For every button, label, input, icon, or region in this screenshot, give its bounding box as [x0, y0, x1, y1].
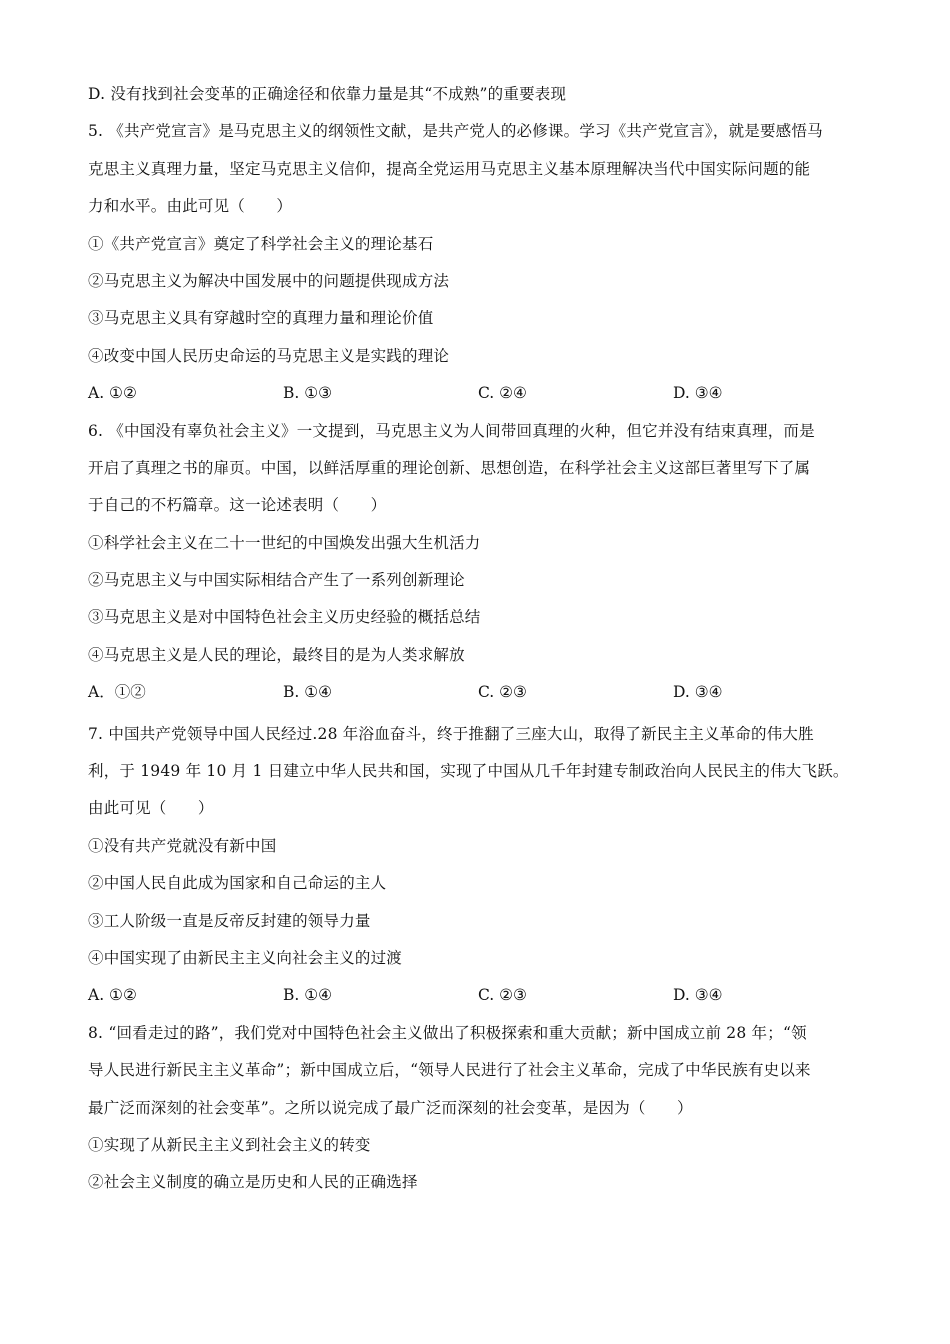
q6-statement-2: ②马克思主义与中国实际相结合产生了一系列创新理论: [88, 571, 465, 590]
question-7: [88, 716, 878, 1015]
q5-option-c: C. ②④: [478, 384, 527, 403]
q7-option-a: A. ①②: [88, 986, 137, 1005]
q7-option-c: C. ②③: [478, 986, 527, 1005]
q6-statement-1: ①科学社会主义在二十一世纪的中国焕发出强大生机活力: [88, 533, 481, 552]
q5-option-a: A. ①②: [88, 384, 137, 403]
q6-option-d: D. ③④: [673, 683, 723, 702]
q7-statement-3: ③工人阶级一直是反帝反封建的领导力量: [88, 911, 371, 930]
q7-statement-4: ④中国实现了由新民主主义向社会主义的过渡: [88, 948, 403, 967]
q7-option-d: D. ③④: [673, 986, 723, 1005]
q8-stem-line-2: 导人民进行新民主主义革命”；新中国成立后，“领导人民进行了社会主义革命，完成了中华民族有史以来: [88, 1061, 811, 1080]
question-5: [88, 113, 878, 412]
q5-statement-3: ③马克思主义具有穿越时空的真理力量和理论价值: [88, 309, 434, 328]
q5-option-b: B. ①③: [283, 384, 333, 403]
q5-stem-line-1: 5. 《共产党宣言》是马克思主义的纲领性文献，是共产党人的必修课。学习《共产党宣言》，就是要感悟马: [88, 122, 823, 141]
q5-statement-4: ④改变中国人民历史命运的马克思主义是实践的理论: [88, 346, 450, 365]
question-6: [88, 413, 878, 712]
q6-option-b: B. ①④: [283, 683, 333, 702]
q5-statement-2: ②马克思主义为解决中国发展中的问题提供现成方法: [88, 271, 450, 290]
q8-statement-2: ②社会主义制度的确立是历史和人民的正确选择: [88, 1173, 418, 1192]
q8-stem-line-3: 最广泛而深刻的社会变革”。之所以说完成了最广泛而深刻的社会变革，是因为（ ）: [88, 1098, 693, 1117]
q7-option-b: B. ①④: [283, 986, 333, 1005]
exam-page: [88, 76, 878, 1202]
q5-option-d: D. ③④: [673, 384, 723, 403]
q7-stem-line-2: 利，于 1949 年 10 月 1 日建立中华人民共和国，实现了中国从几千年封建专制政治向人民民主的伟大飞跃。: [88, 762, 849, 781]
q6-option-a: A．①②: [88, 683, 146, 702]
q6-stem-line-2: 开启了真理之书的扉页。中国，以鲜活厚重的理论创新、思想创造，在科学社会主义这部巨著里写下了属: [88, 458, 811, 477]
q6-stem-line-1: 6. 《中国没有辜负社会主义》一文提到，马克思主义为人间带回真理的火种，但它并没有结束真理，而是: [88, 421, 815, 440]
q7-stem-line-3: 由此可见（ ）: [88, 799, 214, 818]
q6-stem-line-3: 于自己的不朽篇章。这一论述表明（ ）: [88, 496, 387, 515]
q5-options: [88, 375, 878, 412]
question-8: [88, 1015, 878, 1202]
q6-option-c: C. ②③: [478, 683, 527, 702]
q7-statement-2: ②中国人民自此成为国家和自己命运的主人: [88, 874, 387, 893]
q6-statement-4: ④马克思主义是人民的理论，最终目的是为人类求解放: [88, 645, 465, 664]
q7-statement-1: ①没有共产党就没有新中国: [88, 836, 277, 855]
q4-option-d: D. 没有找到社会变革的正确途径和依靠力量是其“不成熟”的重要表现: [88, 85, 567, 103]
q6-options: [88, 674, 878, 711]
q6-statement-3: ③马克思主义是对中国特色社会主义历史经验的概括总结: [88, 608, 481, 627]
q7-options: [88, 977, 878, 1014]
q5-stem-line-3: 力和水平。由此可见（ ）: [88, 197, 293, 216]
q7-stem-line-1: 7. 中国共产党领导中国人民经过.28 年浴血奋斗，终于推翻了三座大山，取得了新民主主义革命的伟大胜: [88, 724, 814, 743]
q8-stem-line-1: 8. “回看走过的路”，我们党对中国特色社会主义做出了积极探索和重大贡献；新中国成立前 28 年；“领: [88, 1023, 807, 1042]
q5-stem-line-2: 克思主义真理力量，坚定马克思主义信仰，提高全党运用马克思主义基本原理解决当代中国实际问题的能: [88, 159, 811, 178]
q5-statement-1: ①《共产党宣言》奠定了科学社会主义的理论基石: [88, 234, 434, 253]
q8-statement-1: ①实现了从新民主主义到社会主义的转变: [88, 1135, 371, 1154]
